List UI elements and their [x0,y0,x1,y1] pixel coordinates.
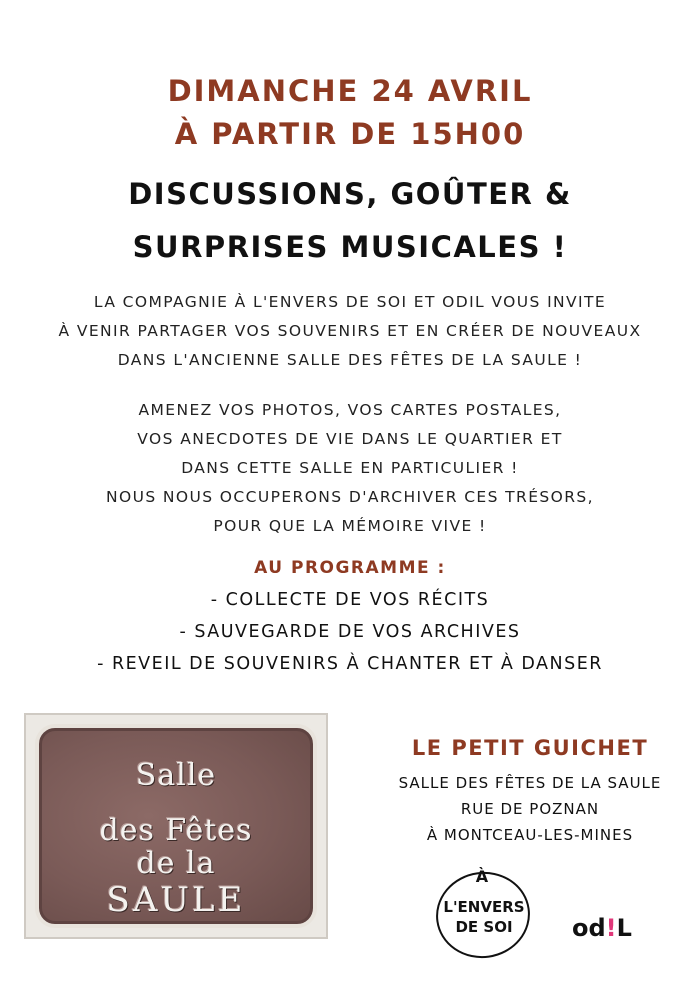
venue-line-2: RUE DE POZNAN [460,800,600,818]
invite-line: VOS ANECDOTES DE VIE DANS LE QUARTIER ET [137,430,563,448]
event-headline [0,168,700,274]
venue-line-1: SALLE DES FÊTES DE LA SAULE [398,774,662,792]
plaque-face [35,724,317,928]
plaque-line-2: des Fêtes [99,813,253,848]
date-line-2: À PARTIR DE 15H00 [174,117,526,151]
logo-text-line-3: DE SOI [455,918,513,936]
date-line-1: DIMANCHE 24 AVRIL [167,74,533,108]
programme-title: AU PROGRAMME : [254,558,446,578]
programme-item: - SAUVEGARDE DE VOS ARCHIVES [179,622,521,642]
event-date [0,70,700,156]
invite-line: DANS CETTE SALLE EN PARTICULIER ! [181,459,519,477]
street-plaque-image [24,713,328,939]
plaque-line-3: de la [136,846,216,881]
odil-logo-part-2: L [616,914,632,942]
intro-line: DANS L'ANCIENNE SALLE DES FÊTES DE LA SAULE ! [117,351,583,369]
logo-text-line-1: À [475,867,489,886]
plaque-line-1: Salle [135,758,217,793]
programme-item: - REVEIL DE SOUVENIRS À CHANTER ET À DANSER [97,654,603,674]
programme-item: - COLLECTE DE VOS RÉCITS [210,590,490,610]
invite-line: NOUS NOUS OCCUPERONS D'ARCHIVER CES TRÉSORS, [105,488,594,506]
programme-list [0,584,700,680]
venue-title: LE PETIT GUICHET [411,736,649,760]
plaque-line-4: SAULE [106,880,246,920]
odil-logo [572,914,632,942]
intro-line: À VENIR PARTAGER VOS SOUVENIRS ET EN CRÉER DE NOUVEAUX [58,322,642,340]
a-lenvers-de-soi-logo [428,860,538,965]
odil-logo-dot: ! [605,914,617,942]
venue-address [370,770,690,848]
headline-line-2: SURPRISES MUSICALES ! [132,230,568,264]
intro-line: LA COMPAGNIE À L'ENVERS DE SOI ET ODIL VOUS INVITE [93,293,607,311]
invite-paragraph [0,396,700,541]
headline-line-1: DISCUSSIONS, GOÛTER & [128,177,572,211]
invite-line: AMENEZ VOS PHOTOS, VOS CARTES POSTALES, [138,401,562,419]
venue-line-3: À MONTCEAU-LES-MINES [426,826,634,844]
intro-paragraph [0,288,700,375]
invite-line: POUR QUE LA MÉMOIRE VIVE ! [213,517,487,535]
logo-text-line-2: L'ENVERS [443,898,525,916]
odil-logo-part-1: od [572,914,606,942]
